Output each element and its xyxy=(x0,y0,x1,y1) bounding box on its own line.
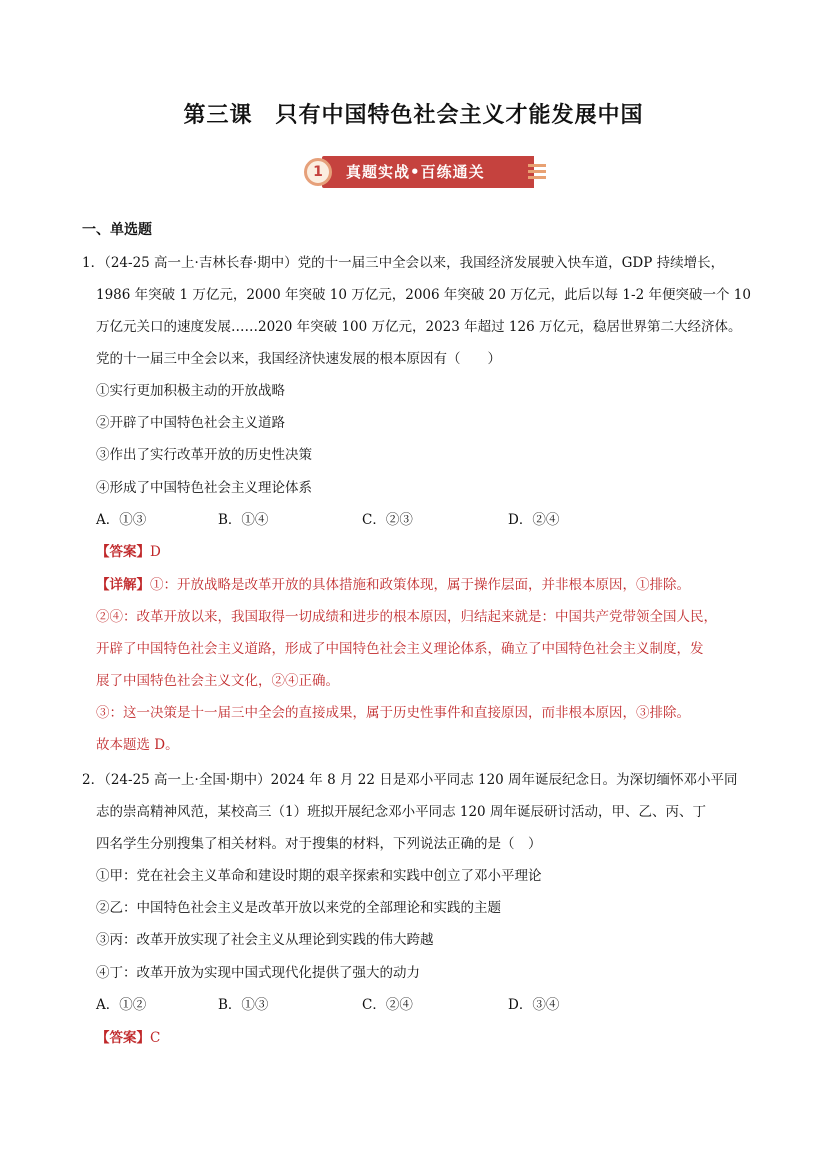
q2-option-a: A．①② xyxy=(96,997,147,1013)
banner-label: 真题实战•百练通关 xyxy=(346,163,485,181)
banner-stripes-decoration xyxy=(528,164,546,184)
answer-value: D xyxy=(150,544,161,560)
q1-option-d: D．②④ xyxy=(508,512,560,528)
q2-stem-line: 四名学生分别搜集了相关材料。对于搜集的材料，下列说法正确的是（ ） xyxy=(96,836,542,852)
q2-item: ①甲：党在社会主义革命和建设时期的艰辛探索和实践中创立了邓小平理论 xyxy=(96,868,542,884)
q1-stem-line: 1．（24-25 高一上·吉林长春·期中）党的十一届三中全会以来，我国经济发展驶入快车道，GDP 持续增长， xyxy=(82,255,725,271)
q1-detail-line: ③：这一决策是十一届三中全会的直接成果，属于历史性事件和直接原因，而非根本原因，③排除。 xyxy=(96,705,690,721)
q1-stem-line: 党的十一届三中全会以来，我国经济快速发展的根本原因有（ ） xyxy=(96,351,501,367)
q1-item: ④形成了中国特色社会主义理论体系 xyxy=(96,480,312,496)
q1-detail-line: ②④：改革开放以来，我国取得一切成绩和进步的根本原因，归结起来就是：中国共产党带领全国人民， xyxy=(96,609,717,625)
q1-option-b: B．①④ xyxy=(218,512,269,528)
q2-stem-line: 2．（24-25 高一上·全国·期中）2024 年 8 月 22 日是邓小平同志 120 周年诞辰纪念日。为深切缅怀邓小平同 xyxy=(82,772,738,788)
q2-stem-line: 志的崇高精神风范，某校高三（1）班拟开展纪念邓小平同志 120 周年诞辰研讨活动，甲、乙、丙、丁 xyxy=(96,804,706,820)
q1-detail-line: 展了中国特色社会主义文化，②④正确。 xyxy=(96,673,339,689)
q1-answer xyxy=(96,542,161,562)
q1-detail-line: 开辟了中国特色社会主义道路，形成了中国特色社会主义理论体系，确立了中国特色社会主义制度，发 xyxy=(96,641,704,657)
q2-option-b: B．①③ xyxy=(218,997,269,1013)
detail-text: ①：开放战略是改革开放的具体措施和政策体现，属于操作层面，并非根本原因，①排除。 xyxy=(150,577,690,593)
q1-detail-line xyxy=(96,575,690,595)
q1-item: ③作出了实行改革开放的历史性决策 xyxy=(96,447,312,463)
q2-item: ④丁：改革开放为实现中国式现代化提供了强大的动力 xyxy=(96,965,420,981)
q2-item: ③丙：改革开放实现了社会主义从理论到实践的伟大跨越 xyxy=(96,932,434,948)
q1-detail-line: 故本题选 D。 xyxy=(96,737,179,753)
q2-answer xyxy=(96,1028,160,1048)
page-title: 第三课 只有中国特色社会主义才能发展中国 xyxy=(183,103,644,128)
q1-stem-line: 1986 年突破 1 万亿元，2000 年突破 10 万亿元，2006 年突破 20 万亿元，此后以每 1-2 年便突破一个 10 xyxy=(96,287,751,303)
section-heading: 一、单选题 xyxy=(82,222,152,238)
detail-label: 【详解】 xyxy=(96,577,150,593)
q2-item: ②乙：中国特色社会主义是改革开放以来党的全部理论和实践的主题 xyxy=(96,900,501,916)
banner-number-badge: 1 xyxy=(304,158,332,186)
answer-value: C xyxy=(150,1030,161,1046)
q2-option-c: C．②④ xyxy=(362,997,413,1013)
q2-option-d: D．③④ xyxy=(508,997,560,1013)
q1-option-c: C．②③ xyxy=(362,512,413,528)
q1-item: ①实行更加积极主动的开放战略 xyxy=(96,383,285,399)
q1-stem-line: 万亿元关口的速度发展……2020 年突破 100 万亿元，2023 年超过 126 万亿元，稳居世界第二大经济体。 xyxy=(96,319,742,335)
section-banner xyxy=(304,152,544,192)
answer-label: 【答案】 xyxy=(96,544,150,560)
answer-label: 【答案】 xyxy=(96,1030,150,1046)
q1-item: ②开辟了中国特色社会主义道路 xyxy=(96,415,285,431)
q1-option-a: A．①③ xyxy=(96,512,147,528)
